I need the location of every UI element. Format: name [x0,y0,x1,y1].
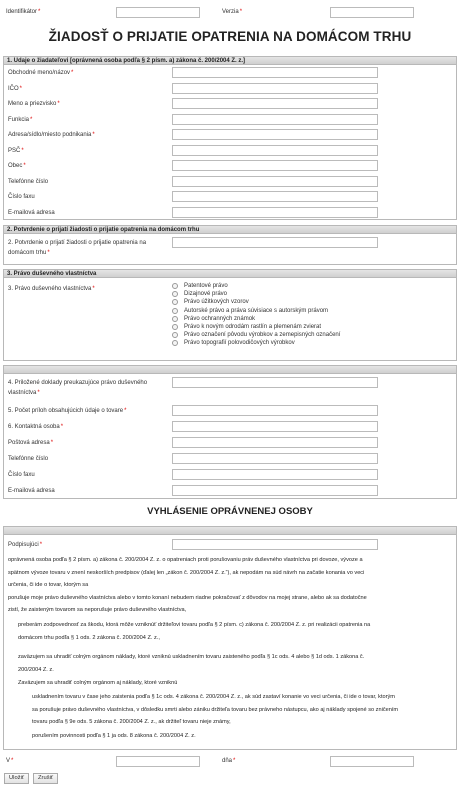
postal-textarea[interactable] [172,437,378,448]
declaration-title: VYHLÁSENIE OPRÁVNENEJ OSOBY [147,506,313,517]
city-label: Obec* [8,163,26,169]
identifier-input[interactable] [116,7,200,18]
section-ip-right-header: 3. Právo duševného vlastníctva [4,270,456,278]
section-receipt [3,225,457,265]
section-documents [3,365,457,499]
receipt-label: 2. Potvrdenie o prijatí žiadosti o prijatie opatrenia na domácom trhu* [8,240,147,256]
section-receipt-header: 2. Potvrdenie o prijatí žiadosti o prijatie opatrenia na domácom trhu [4,226,456,234]
contact-input[interactable] [172,421,378,432]
declaration-text-2: preberám zodpovednosť za škodu, ktorá môže vzniknúť držiteľovi tovaru podľa § 2 písm. c) zákona č. 200/2004 Z. z. pri realizácii opatrenia na domácom trhu podľa § 1 ods. 2 zákona č. 200/2004 Z. z., [18,622,371,641]
radio-dot[interactable] [172,299,178,305]
fax-input[interactable] [172,191,378,202]
signatory-input[interactable] [172,539,378,550]
function-input[interactable] [172,114,378,125]
receipt-input[interactable] [172,237,378,248]
section-documents-header [4,366,456,374]
radio-copyright[interactable]: Autorské právo a práva súvisiace s autorským právom [172,307,340,315]
name-label: Meno a priezvisko* [8,101,60,107]
declaration-text-1: oprávnená osoba podľa § 2 písm. a) zákona č. 200/2004 Z. z. o opatreniach proti porušovaniu práv duševného vlastníctva pri dovoze, vývoze a spätnom vývoze tovaru v znení neskorších predpisov (ďalej len „zákon č. 200/2004 Z. z.“), ak nepodám na súd návrh na začatie konania vo veci určenia, či ide o tovar, ktorým sa porušuje moje právo duševného vlastníctva alebo v tomto konaní nebudem riadne pokračovať z dôvodov na mojej strane, alebo ak sa dodatočne zistí, že zaisteným tovarom sa neporušuje právo duševného vlastníctva, [8,557,367,613]
documents-label: 4. Priložené doklady preukazujúce právo duševného vlastníctva* [8,380,148,396]
place-input[interactable] [116,756,200,767]
address-label: Adresa/sídlo/miesto podnikania* [8,132,95,138]
radio-dot[interactable] [172,332,178,338]
contact-label: 6. Kontaktná osoba* [8,424,64,430]
date-label: dňa* [222,758,236,764]
radio-dot[interactable] [172,291,178,297]
save-button[interactable]: Uložiť [4,773,29,784]
declaration-text-4: Zaväzujem sa uhradiť colným orgánom aj náklady, ktoré vzniknú [18,680,178,686]
attachments-input[interactable] [172,405,378,416]
radio-plant-variety[interactable]: Právo k novým odrodám rastlín a plemenám zvierat [172,323,340,331]
version-label: Verzia* [222,9,243,15]
postal-label: Poštová adresa* [8,440,54,446]
declaration-text-6: porušením povinnosti podľa § 1 ja ods. 8 zákona č. 200/2004 Z. z. [32,733,196,739]
radio-dot[interactable] [172,308,178,314]
radio-dot[interactable] [172,340,178,346]
identifier-label: Identifikátor* [6,9,41,15]
clear-button[interactable]: Zrušiť [33,773,58,784]
fax-label: Číslo faxu [8,194,35,200]
radio-dot[interactable] [172,283,178,289]
phone-input[interactable] [172,176,378,187]
email-label: E-mailová adresa [8,209,55,216]
email-input[interactable] [172,207,378,218]
radio-topography[interactable]: Právo topografií polovodičových výrobkov [172,339,340,347]
documents-textarea[interactable] [172,377,378,388]
section-declaration-header [4,527,456,535]
attachments-label: 5. Počet príloh obsahujúcich údaje o tovare* [8,408,127,414]
psc-input[interactable] [172,145,378,156]
radio-dot[interactable] [172,324,178,330]
radio-patent[interactable]: Patentové právo [172,282,340,290]
ico-input[interactable] [172,83,378,94]
phone-label: Telefónne číslo [8,178,49,185]
section-ip-right [3,269,457,361]
section-applicant [3,56,457,220]
function-label: Funkcia* [8,116,33,123]
ip-right-label: 3. Právo duševného vlastníctva* [8,286,95,292]
page-title: ŽIADOSŤ O PRIJATIE OPATRENIA NA DOMÁCOM TRHU [48,29,412,44]
psc-label: PSČ* [8,147,24,154]
radio-design[interactable]: Dizajnové právo [172,290,340,298]
contact-fax-input[interactable] [172,469,378,480]
radio-utility-model[interactable]: Právo úžitkových vzorov [172,298,340,306]
top-bar [4,6,456,20]
declaration-text-5: uskladnením tovaru v čase jeho zaistenia podľa § 1c ods. 4 zákona č. 200/2004 Z. z., ak súd zastaví konanie vo veci určenia, či ide o tovar, ktorým sa porušuje právo duševného vlastníctva, v dôsledku smrti alebo zániku držiteľa tovaru bez právneho nástupcu, ako aj náklady spojené so zničením tovaru podľa § 9e ods. 5 zákona č. 200/2004 Z. z., ak držiteľ tovaru nieje známy, [32,694,399,725]
company-label: Obchodné meno/názov* [8,70,74,76]
contact-phone-input[interactable] [172,453,378,464]
contact-email-input[interactable] [172,485,378,496]
radio-origin[interactable]: Právo označení pôvodu výrobkov a zemepisných označení [172,331,340,339]
date-input[interactable] [330,756,414,767]
footer-place-date [4,756,456,768]
address-textarea[interactable] [172,129,378,140]
name-input[interactable] [172,98,378,109]
section-declaration [3,526,457,750]
version-input[interactable] [330,7,414,18]
ip-right-radio-group [172,282,340,348]
contact-fax-label: Číslo faxu [8,472,35,478]
contact-phone-label: Telefónne číslo [8,456,49,462]
section-applicant-header: 1. Údaje o žiadateľovi [oprávnená osoba podľa § 2 písm. a) zákona č. 200/2004 Z. z.] [4,57,456,65]
signatory-label: Podpisujúci* [8,542,43,548]
contact-email-label: E-mailová adresa [8,488,55,494]
ico-label: IČO* [8,85,23,92]
radio-dot[interactable] [172,316,178,322]
declaration-text-3: zaväzujem sa uhradiť colným orgánom náklady, ktoré vzniknú uskladnením tovaru zaisteného podľa § 1c ods. 4 alebo § 1d ods. 1 zákona č. 200/2004 Z. z. [18,654,365,673]
city-input[interactable] [172,160,378,171]
company-input[interactable] [172,67,378,78]
radio-trademark[interactable]: Právo ochranných známok [172,315,340,323]
place-label: V* [6,758,14,764]
